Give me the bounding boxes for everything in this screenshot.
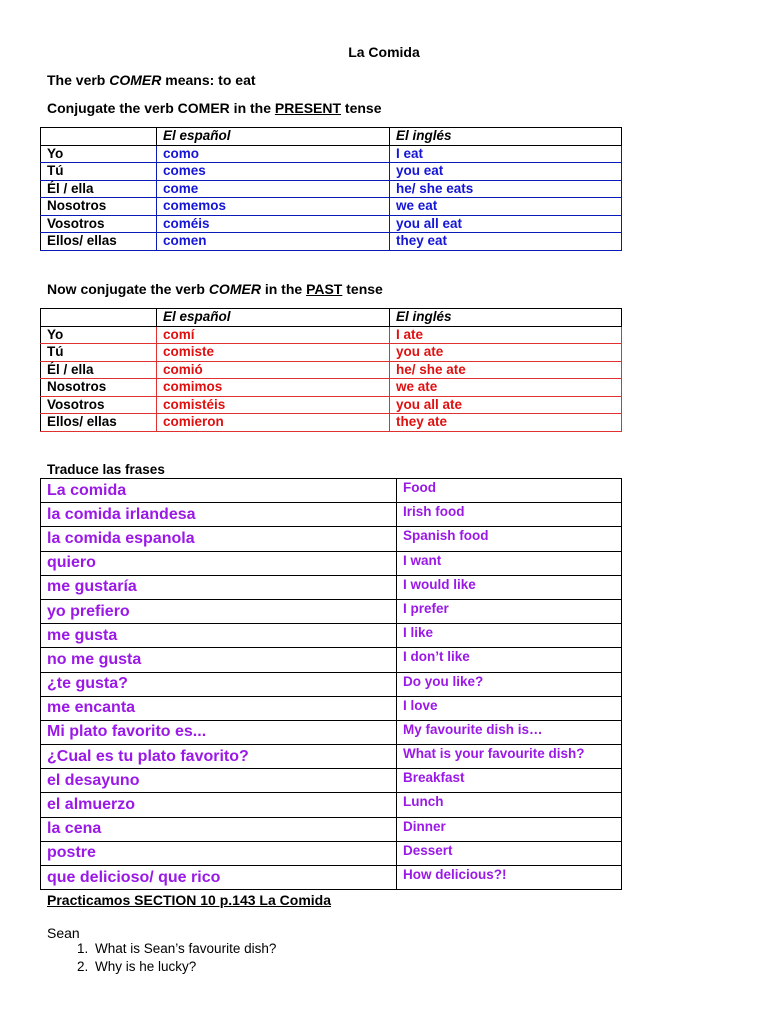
phrase-spanish: que delicioso/ que rico — [41, 866, 397, 890]
present-heading — [47, 100, 382, 116]
english-cell: you all eat — [390, 215, 622, 233]
header-pronoun — [41, 128, 157, 146]
phrase-english: I like — [397, 624, 622, 648]
table-row — [41, 145, 622, 163]
table-row — [41, 624, 622, 648]
spanish-cell: comistéis — [157, 396, 390, 414]
spanish-cell: come — [157, 180, 390, 198]
phrase-spanish: me gusta — [41, 624, 397, 648]
phrase-english: I love — [397, 696, 622, 720]
pronoun-cell: Tú — [41, 163, 157, 181]
english-cell: we ate — [390, 379, 622, 397]
pronoun-cell: Ellos/ ellas — [41, 233, 157, 251]
practice-heading: Practicamos SECTION 10 p.143 La Comida — [47, 892, 331, 908]
phrase-spanish: ¿te gusta? — [41, 672, 397, 696]
table-row — [41, 503, 622, 527]
english-cell: I ate — [390, 326, 622, 344]
spanish-cell: como — [157, 145, 390, 163]
intro-verb: COMER — [109, 72, 162, 88]
phrase-english: I don’t like — [397, 648, 622, 672]
spanish-cell: comimos — [157, 379, 390, 397]
spanish-cell: comiste — [157, 344, 390, 362]
spanish-cell: comemos — [157, 198, 390, 216]
header-spanish: El español — [157, 128, 390, 146]
present-table-header — [41, 128, 622, 146]
english-cell: you eat — [390, 163, 622, 181]
table-row — [41, 361, 622, 379]
phrase-spanish: Mi plato favorito es... — [41, 720, 397, 744]
table-row — [41, 672, 622, 696]
table-row — [41, 745, 622, 769]
table-row — [41, 215, 622, 233]
english-cell: we eat — [390, 198, 622, 216]
table-row — [41, 344, 622, 362]
table-row — [41, 180, 622, 198]
list-item: 1. What is Sean’s favourite dish? — [92, 940, 276, 958]
english-cell: he/ she ate — [390, 361, 622, 379]
table-row — [41, 648, 622, 672]
table-row — [41, 527, 622, 551]
spanish-cell: coméis — [157, 215, 390, 233]
phrase-spanish: me gustaría — [41, 575, 397, 599]
pronoun-cell: Él / ella — [41, 361, 157, 379]
table-row — [41, 414, 622, 432]
past-heading — [47, 281, 383, 297]
pronoun-cell: Él / ella — [41, 180, 157, 198]
past-table-header — [41, 309, 622, 327]
phrase-spanish: La comida — [41, 479, 397, 503]
phrase-spanish: no me gusta — [41, 648, 397, 672]
question-list — [72, 940, 276, 976]
phrase-english: My favourite dish is… — [397, 720, 622, 744]
english-cell: I eat — [390, 145, 622, 163]
english-cell: they ate — [390, 414, 622, 432]
spanish-cell: comes — [157, 163, 390, 181]
table-row — [41, 599, 622, 623]
phrase-spanish: me encanta — [41, 696, 397, 720]
table-row — [41, 379, 622, 397]
phrase-english: I want — [397, 551, 622, 575]
pronoun-cell: Nosotros — [41, 198, 157, 216]
english-cell: he/ she eats — [390, 180, 622, 198]
phrase-english: Dinner — [397, 817, 622, 841]
pronoun-cell: Tú — [41, 344, 157, 362]
phrase-spanish: la cena — [41, 817, 397, 841]
phrases-table — [40, 478, 622, 890]
pronoun-cell: Ellos/ ellas — [41, 414, 157, 432]
table-row — [41, 198, 622, 216]
table-row — [41, 720, 622, 744]
intro-line — [47, 72, 256, 88]
pronoun-cell: Yo — [41, 326, 157, 344]
phrase-english: Spanish food — [397, 527, 622, 551]
english-cell: you all ate — [390, 396, 622, 414]
phrase-spanish: la comida espanola — [41, 527, 397, 551]
header-pronoun — [41, 309, 157, 327]
table-row — [41, 233, 622, 251]
table-row — [41, 841, 622, 865]
header-english: El inglés — [390, 309, 622, 327]
phrase-spanish: quiero — [41, 551, 397, 575]
header-spanish: El español — [157, 309, 390, 327]
phrase-english: I would like — [397, 575, 622, 599]
phrase-english: Dessert — [397, 841, 622, 865]
phrase-spanish: la comida irlandesa — [41, 503, 397, 527]
past-heading-tense: PAST — [306, 281, 343, 297]
table-row — [41, 479, 622, 503]
spanish-cell: comieron — [157, 414, 390, 432]
phrase-spanish: postre — [41, 841, 397, 865]
table-row — [41, 575, 622, 599]
table-row — [41, 866, 622, 890]
header-english: El inglés — [390, 128, 622, 146]
pronoun-cell: Yo — [41, 145, 157, 163]
phrase-spanish: yo prefiero — [41, 599, 397, 623]
past-heading-suffix: tense — [342, 281, 383, 297]
table-row — [41, 696, 622, 720]
phrases-heading: Traduce las frases — [47, 462, 165, 477]
phrase-spanish: el desayuno — [41, 769, 397, 793]
phrase-spanish: el almuerzo — [41, 793, 397, 817]
pronoun-cell: Vosotros — [41, 215, 157, 233]
table-row — [41, 769, 622, 793]
phrase-english: I prefer — [397, 599, 622, 623]
spanish-cell: comió — [157, 361, 390, 379]
table-row — [41, 326, 622, 344]
phrase-english: Breakfast — [397, 769, 622, 793]
pronoun-cell: Vosotros — [41, 396, 157, 414]
past-heading-verb: COMER — [208, 281, 261, 297]
intro-suffix: means: to eat — [161, 72, 256, 88]
table-row — [41, 817, 622, 841]
table-row — [41, 396, 622, 414]
phrase-english: Lunch — [397, 793, 622, 817]
present-heading-prefix: Conjugate the verb COMER in the — [47, 100, 275, 116]
past-heading-prefix: Now conjugate the verb — [47, 281, 209, 297]
spanish-cell: comí — [157, 326, 390, 344]
past-heading-middle: in the — [260, 281, 307, 297]
past-table — [40, 308, 622, 432]
phrase-english: Do you like? — [397, 672, 622, 696]
english-cell: they eat — [390, 233, 622, 251]
phrase-english: Irish food — [397, 503, 622, 527]
present-heading-tense: PRESENT — [274, 100, 342, 116]
list-item: 2. Why is he lucky? — [92, 958, 276, 976]
phrase-english: What is your favourite dish? — [397, 745, 622, 769]
spanish-cell: comen — [157, 233, 390, 251]
intro-prefix: The verb — [47, 72, 110, 88]
table-row — [41, 793, 622, 817]
page-title: La Comida — [348, 44, 420, 60]
phrase-english: Food — [397, 479, 622, 503]
present-table — [40, 127, 622, 251]
pronoun-cell: Nosotros — [41, 379, 157, 397]
phrase-spanish: ¿Cual es tu plato favorito? — [41, 745, 397, 769]
table-row — [41, 163, 622, 181]
phrase-english: How delicious?! — [397, 866, 622, 890]
english-cell: you ate — [390, 344, 622, 362]
present-heading-suffix: tense — [341, 100, 382, 116]
subject-name: Sean — [47, 925, 80, 941]
table-row — [41, 551, 622, 575]
